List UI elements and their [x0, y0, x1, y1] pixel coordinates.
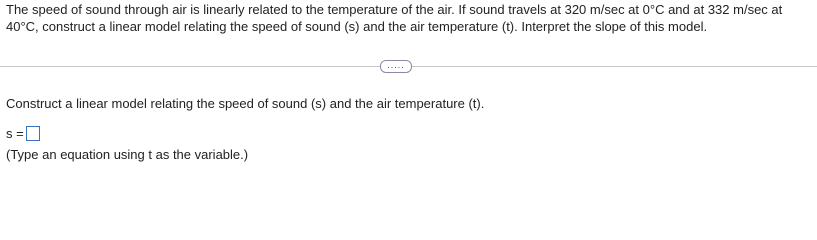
answer-hint: (Type an equation using t as the variable.): [6, 147, 249, 162]
answer-row: [6, 124, 40, 143]
expand-question-button[interactable]: .....: [380, 60, 412, 73]
answer-input[interactable]: [26, 126, 40, 141]
answer-label: s =: [6, 126, 24, 141]
part-prompt: Construct a linear model relating the speed of sound (s) and the air temperature (t).: [6, 96, 485, 111]
question-text: The speed of sound through air is linearly related to the temperature of the air. If sound travels at 320 m/sec at 0°C and at 332 m/sec at 40°C, construct a linear model relating the speed of sound (s) and the air temperature (t). Interpret the slope of this model.: [6, 2, 783, 34]
section-divider: [0, 60, 817, 74]
